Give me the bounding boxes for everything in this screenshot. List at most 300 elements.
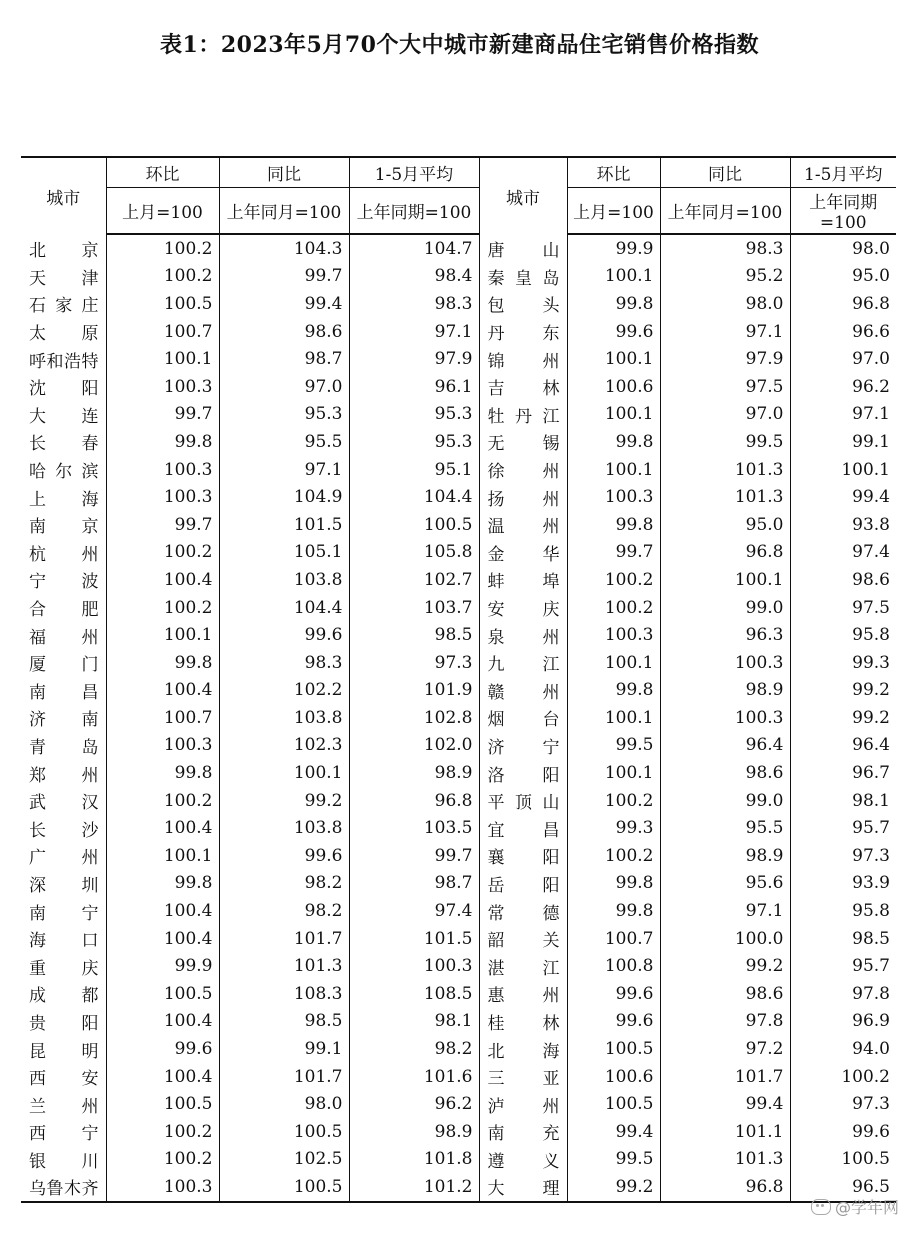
tb-cell-right: 100.3 bbox=[660, 704, 790, 732]
hb-cell-right: 99.3 bbox=[567, 814, 660, 842]
avg-cell-right: 100.5 bbox=[790, 1146, 896, 1174]
tb-cell: 101.7 bbox=[219, 925, 349, 953]
tb-cell: 101.3 bbox=[219, 952, 349, 980]
hb-cell-right: 100.7 bbox=[567, 925, 660, 953]
tb-cell-right: 101.3 bbox=[660, 456, 790, 484]
hb-cell-right: 100.2 bbox=[567, 787, 660, 815]
table-row bbox=[21, 621, 896, 649]
city-cell-right: 泸州 bbox=[479, 1090, 567, 1118]
hb-cell-right: 99.5 bbox=[567, 1146, 660, 1174]
tb-cell: 104.3 bbox=[219, 234, 349, 263]
tb-cell: 105.1 bbox=[219, 539, 349, 567]
table-row bbox=[21, 1090, 896, 1118]
avg-cell: 104.4 bbox=[349, 483, 479, 511]
tb-cell-right: 95.5 bbox=[660, 814, 790, 842]
table-row bbox=[21, 318, 896, 346]
hb-cell-right: 99.2 bbox=[567, 1173, 660, 1202]
table-row bbox=[21, 345, 896, 373]
avg-cell-right: 99.3 bbox=[790, 649, 896, 677]
hb-cell-right: 99.8 bbox=[567, 897, 660, 925]
avg-cell-right: 99.4 bbox=[790, 483, 896, 511]
watermark-text: @学年网 bbox=[834, 1198, 899, 1217]
hb-cell: 99.9 bbox=[106, 952, 219, 980]
avg-cell: 97.4 bbox=[349, 897, 479, 925]
city-cell-right: 扬州 bbox=[479, 483, 567, 511]
table-row bbox=[21, 1118, 896, 1146]
table-row bbox=[21, 566, 896, 594]
avg-cell: 96.8 bbox=[349, 787, 479, 815]
city-cell: 兰州 bbox=[29, 1096, 99, 1117]
avg-cell-right: 95.8 bbox=[790, 897, 896, 925]
hb-cell: 100.2 bbox=[106, 1146, 219, 1174]
tb-cell-right: 96.4 bbox=[660, 732, 790, 760]
table-row bbox=[21, 428, 896, 456]
city-cell: 呼和浩特 bbox=[29, 351, 99, 372]
tb-cell-right: 95.6 bbox=[660, 870, 790, 898]
header-hb-base: 上月=100 bbox=[106, 188, 219, 235]
header-city: 城市 bbox=[21, 157, 106, 234]
hb-cell-right: 100.8 bbox=[567, 952, 660, 980]
avg-cell: 100.5 bbox=[349, 511, 479, 539]
avg-cell-right: 95.8 bbox=[790, 621, 896, 649]
hb-cell: 100.4 bbox=[106, 1008, 219, 1036]
city-cell-right: 岳阳 bbox=[479, 870, 567, 898]
avg-cell: 101.8 bbox=[349, 1146, 479, 1174]
avg-cell: 96.2 bbox=[349, 1090, 479, 1118]
hb-cell-right: 100.6 bbox=[567, 373, 660, 401]
table-row bbox=[21, 759, 896, 787]
hb-cell-right: 99.6 bbox=[567, 1008, 660, 1036]
hb-cell-right: 99.7 bbox=[567, 539, 660, 567]
header-hb-right: 环比 bbox=[567, 157, 660, 188]
tb-cell-right: 97.1 bbox=[660, 318, 790, 346]
table-row bbox=[21, 539, 896, 567]
city-cell: 银川 bbox=[29, 1151, 99, 1172]
avg-cell-right: 96.7 bbox=[790, 759, 896, 787]
city-cell-right: 赣州 bbox=[479, 677, 567, 705]
avg-cell-right: 98.5 bbox=[790, 925, 896, 953]
city-cell-right: 丹东 bbox=[479, 318, 567, 346]
hb-cell: 100.4 bbox=[106, 925, 219, 953]
tb-cell-right: 97.0 bbox=[660, 401, 790, 429]
city-cell-right: 安庆 bbox=[479, 594, 567, 622]
city-cell: 南宁 bbox=[29, 903, 99, 924]
city-cell: 杭州 bbox=[29, 544, 99, 565]
city-cell-right: 大理 bbox=[479, 1173, 567, 1202]
city-cell-right: 惠州 bbox=[479, 980, 567, 1008]
hb-cell-right: 100.3 bbox=[567, 621, 660, 649]
city-cell: 太原 bbox=[29, 324, 99, 345]
tb-cell-right: 98.9 bbox=[660, 842, 790, 870]
hb-cell: 99.8 bbox=[106, 870, 219, 898]
hb-cell-right: 99.8 bbox=[567, 428, 660, 456]
avg-cell: 102.0 bbox=[349, 732, 479, 760]
avg-cell: 103.7 bbox=[349, 594, 479, 622]
hb-cell: 100.1 bbox=[106, 345, 219, 373]
header-tb-base: 上年同月=100 bbox=[219, 188, 349, 235]
header-avg-right: 1-5月平均 bbox=[790, 157, 896, 188]
city-cell: 南昌 bbox=[29, 682, 99, 703]
hb-cell-right: 100.1 bbox=[567, 704, 660, 732]
tb-cell-right: 97.1 bbox=[660, 897, 790, 925]
tb-cell-right: 100.1 bbox=[660, 566, 790, 594]
avg-cell-right: 97.3 bbox=[790, 842, 896, 870]
hb-cell: 100.2 bbox=[106, 594, 219, 622]
city-cell-right: 遵义 bbox=[479, 1146, 567, 1174]
table-row bbox=[21, 870, 896, 898]
tb-cell-right: 96.8 bbox=[660, 539, 790, 567]
hb-cell-right: 100.5 bbox=[567, 1090, 660, 1118]
header-avg-base: 上年同期=100 bbox=[349, 188, 479, 235]
city-cell-right: 无锡 bbox=[479, 428, 567, 456]
hb-cell: 100.5 bbox=[106, 290, 219, 318]
hb-cell-right: 99.9 bbox=[567, 234, 660, 263]
city-cell-right: 洛阳 bbox=[479, 759, 567, 787]
city-cell-right: 平顶山 bbox=[479, 787, 567, 815]
header-tb-right: 同比 bbox=[660, 157, 790, 188]
hb-cell-right: 99.5 bbox=[567, 732, 660, 760]
hb-cell: 100.4 bbox=[106, 677, 219, 705]
avg-cell-right: 99.2 bbox=[790, 677, 896, 705]
avg-cell-right: 97.8 bbox=[790, 980, 896, 1008]
header-row-top bbox=[21, 157, 896, 188]
city-cell-right: 秦皇岛 bbox=[479, 263, 567, 291]
tb-cell: 102.5 bbox=[219, 1146, 349, 1174]
tb-cell-right: 98.0 bbox=[660, 290, 790, 318]
table-row bbox=[21, 925, 896, 953]
table-row bbox=[21, 649, 896, 677]
avg-cell-right: 99.6 bbox=[790, 1118, 896, 1146]
hb-cell-right: 99.8 bbox=[567, 290, 660, 318]
table-row bbox=[21, 704, 896, 732]
city-cell-right: 锦州 bbox=[479, 345, 567, 373]
hb-cell-right: 100.1 bbox=[567, 759, 660, 787]
tb-cell: 98.3 bbox=[219, 649, 349, 677]
hb-cell-right: 99.6 bbox=[567, 318, 660, 346]
tb-cell: 98.2 bbox=[219, 897, 349, 925]
tb-cell: 97.1 bbox=[219, 456, 349, 484]
tb-cell-right: 98.9 bbox=[660, 677, 790, 705]
hb-cell: 99.8 bbox=[106, 428, 219, 456]
city-cell: 北京 bbox=[29, 240, 99, 261]
header-city-right: 城市 bbox=[479, 157, 567, 234]
tb-cell-right: 100.3 bbox=[660, 649, 790, 677]
hb-cell: 100.5 bbox=[106, 1090, 219, 1118]
table-row bbox=[21, 234, 896, 263]
avg-cell: 97.1 bbox=[349, 318, 479, 346]
tb-cell: 99.6 bbox=[219, 842, 349, 870]
table-row bbox=[21, 1173, 896, 1202]
tb-cell: 103.8 bbox=[219, 814, 349, 842]
table-row bbox=[21, 677, 896, 705]
table-row bbox=[21, 263, 896, 291]
hb-cell: 100.3 bbox=[106, 732, 219, 760]
tb-cell-right: 98.6 bbox=[660, 759, 790, 787]
tb-cell-right: 97.9 bbox=[660, 345, 790, 373]
table-row bbox=[21, 483, 896, 511]
tb-cell-right: 98.3 bbox=[660, 234, 790, 263]
table-row bbox=[21, 842, 896, 870]
table-row bbox=[21, 1146, 896, 1174]
hb-cell-right: 100.1 bbox=[567, 345, 660, 373]
table-title: 表1：2023年5月70个大中城市新建商品住宅销售价格指数 bbox=[160, 32, 759, 58]
hb-cell-right: 99.8 bbox=[567, 677, 660, 705]
avg-cell: 101.2 bbox=[349, 1173, 479, 1202]
tb-cell-right: 101.1 bbox=[660, 1118, 790, 1146]
table-row bbox=[21, 980, 896, 1008]
tb-cell-right: 99.5 bbox=[660, 428, 790, 456]
city-cell: 贵阳 bbox=[29, 1013, 99, 1034]
hb-cell-right: 100.3 bbox=[567, 483, 660, 511]
tb-cell-right: 95.2 bbox=[660, 263, 790, 291]
tb-cell-right: 101.3 bbox=[660, 1146, 790, 1174]
table-row bbox=[21, 787, 896, 815]
table-row bbox=[21, 1063, 896, 1091]
tb-cell: 103.8 bbox=[219, 566, 349, 594]
tb-cell-right: 96.8 bbox=[660, 1173, 790, 1202]
city-cell-right: 徐州 bbox=[479, 456, 567, 484]
hb-cell: 100.5 bbox=[106, 980, 219, 1008]
avg-cell-right: 95.0 bbox=[790, 263, 896, 291]
hb-cell: 100.7 bbox=[106, 318, 219, 346]
table-row bbox=[21, 897, 896, 925]
city-cell-right: 牡丹江 bbox=[479, 401, 567, 429]
table-row bbox=[21, 290, 896, 318]
header-avg-base-right: 上年同期=100 bbox=[790, 188, 896, 235]
city-cell: 宁波 bbox=[29, 572, 99, 593]
avg-cell-right: 98.1 bbox=[790, 787, 896, 815]
table-row bbox=[21, 456, 896, 484]
city-cell: 深圳 bbox=[29, 875, 99, 896]
avg-cell: 100.3 bbox=[349, 952, 479, 980]
tb-cell-right: 95.0 bbox=[660, 511, 790, 539]
tb-cell: 100.5 bbox=[219, 1118, 349, 1146]
city-cell: 天津 bbox=[29, 268, 99, 289]
table-row bbox=[21, 732, 896, 760]
tb-cell-right: 101.7 bbox=[660, 1063, 790, 1091]
header-avg: 1-5月平均 bbox=[349, 157, 479, 188]
avg-cell: 98.5 bbox=[349, 621, 479, 649]
avg-cell-right: 98.6 bbox=[790, 566, 896, 594]
header-row-base bbox=[21, 188, 896, 235]
table-row bbox=[21, 401, 896, 429]
city-cell: 长沙 bbox=[29, 820, 99, 841]
hb-cell: 100.1 bbox=[106, 621, 219, 649]
table-row bbox=[21, 594, 896, 622]
hb-cell: 100.2 bbox=[106, 234, 219, 263]
city-cell-right: 唐山 bbox=[479, 234, 567, 263]
city-cell: 厦门 bbox=[29, 655, 99, 676]
hb-cell-right: 100.1 bbox=[567, 649, 660, 677]
tb-cell-right: 100.0 bbox=[660, 925, 790, 953]
city-cell: 沈阳 bbox=[29, 379, 99, 400]
tb-cell-right: 97.8 bbox=[660, 1008, 790, 1036]
avg-cell: 102.8 bbox=[349, 704, 479, 732]
avg-cell-right: 94.0 bbox=[790, 1035, 896, 1063]
table-row bbox=[21, 814, 896, 842]
avg-cell-right: 100.2 bbox=[790, 1063, 896, 1091]
avg-cell: 104.7 bbox=[349, 234, 479, 263]
header-hb: 环比 bbox=[106, 157, 219, 188]
avg-cell: 108.5 bbox=[349, 980, 479, 1008]
table-row bbox=[21, 952, 896, 980]
hb-cell-right: 100.2 bbox=[567, 842, 660, 870]
avg-cell: 101.6 bbox=[349, 1063, 479, 1091]
city-cell: 大连 bbox=[29, 406, 99, 427]
avg-cell-right: 96.4 bbox=[790, 732, 896, 760]
avg-cell-right: 93.8 bbox=[790, 511, 896, 539]
city-cell-right: 北海 bbox=[479, 1035, 567, 1063]
city-cell-right: 泉州 bbox=[479, 621, 567, 649]
avg-cell-right: 99.2 bbox=[790, 704, 896, 732]
avg-cell-right: 97.5 bbox=[790, 594, 896, 622]
city-cell: 成都 bbox=[29, 986, 99, 1007]
tb-cell: 99.6 bbox=[219, 621, 349, 649]
avg-cell-right: 97.4 bbox=[790, 539, 896, 567]
tb-cell: 95.3 bbox=[219, 401, 349, 429]
hb-cell: 100.4 bbox=[106, 814, 219, 842]
city-cell: 西宁 bbox=[29, 1124, 99, 1145]
hb-cell: 100.4 bbox=[106, 566, 219, 594]
hb-cell: 100.2 bbox=[106, 787, 219, 815]
city-cell-right: 温州 bbox=[479, 511, 567, 539]
tb-cell: 98.2 bbox=[219, 870, 349, 898]
city-cell-right: 常德 bbox=[479, 897, 567, 925]
city-cell-right: 烟台 bbox=[479, 704, 567, 732]
hb-cell: 100.2 bbox=[106, 263, 219, 291]
header-hb-base-right: 上月=100 bbox=[567, 188, 660, 235]
tb-cell-right: 99.0 bbox=[660, 787, 790, 815]
tb-cell: 98.7 bbox=[219, 345, 349, 373]
city-cell: 西安 bbox=[29, 1069, 99, 1090]
wechat-icon bbox=[811, 1199, 831, 1215]
hb-cell: 100.3 bbox=[106, 373, 219, 401]
avg-cell: 98.4 bbox=[349, 263, 479, 291]
tb-cell: 102.2 bbox=[219, 677, 349, 705]
avg-cell-right: 97.3 bbox=[790, 1090, 896, 1118]
hb-cell-right: 100.1 bbox=[567, 456, 660, 484]
avg-cell-right: 96.9 bbox=[790, 1008, 896, 1036]
avg-cell: 98.9 bbox=[349, 1118, 479, 1146]
header-tb-base-right: 上年同月=100 bbox=[660, 188, 790, 235]
hb-cell: 100.3 bbox=[106, 1173, 219, 1202]
table-row bbox=[21, 511, 896, 539]
tb-cell: 101.7 bbox=[219, 1063, 349, 1091]
hb-cell: 100.4 bbox=[106, 897, 219, 925]
table-row bbox=[21, 373, 896, 401]
tb-cell: 99.7 bbox=[219, 263, 349, 291]
city-cell-right: 金华 bbox=[479, 539, 567, 567]
tb-cell: 101.5 bbox=[219, 511, 349, 539]
hb-cell: 99.8 bbox=[106, 759, 219, 787]
hb-cell: 100.1 bbox=[106, 842, 219, 870]
tb-cell: 99.4 bbox=[219, 290, 349, 318]
hb-cell-right: 99.8 bbox=[567, 511, 660, 539]
avg-cell-right: 96.6 bbox=[790, 318, 896, 346]
city-cell: 长春 bbox=[29, 434, 99, 455]
hb-cell: 99.8 bbox=[106, 649, 219, 677]
avg-cell: 102.7 bbox=[349, 566, 479, 594]
tb-cell: 104.4 bbox=[219, 594, 349, 622]
avg-cell: 97.9 bbox=[349, 345, 479, 373]
avg-cell: 98.2 bbox=[349, 1035, 479, 1063]
avg-cell-right: 93.9 bbox=[790, 870, 896, 898]
avg-cell-right: 97.1 bbox=[790, 401, 896, 429]
city-cell-right: 襄阳 bbox=[479, 842, 567, 870]
tb-cell: 98.6 bbox=[219, 318, 349, 346]
hb-cell: 99.7 bbox=[106, 511, 219, 539]
city-cell: 福州 bbox=[29, 627, 99, 648]
tb-cell: 100.1 bbox=[219, 759, 349, 787]
city-cell-right: 桂林 bbox=[479, 1008, 567, 1036]
hb-cell: 100.4 bbox=[106, 1063, 219, 1091]
city-cell-right: 九江 bbox=[479, 649, 567, 677]
tb-cell-right: 99.0 bbox=[660, 594, 790, 622]
city-cell-right: 包头 bbox=[479, 290, 567, 318]
city-cell: 海口 bbox=[29, 931, 99, 952]
tb-cell: 104.9 bbox=[219, 483, 349, 511]
avg-cell: 101.5 bbox=[349, 925, 479, 953]
tb-cell: 103.8 bbox=[219, 704, 349, 732]
header-tb: 同比 bbox=[219, 157, 349, 188]
hb-cell-right: 99.4 bbox=[567, 1118, 660, 1146]
avg-cell: 103.5 bbox=[349, 814, 479, 842]
city-cell: 青岛 bbox=[29, 737, 99, 758]
avg-cell-right: 98.0 bbox=[790, 234, 896, 263]
hb-cell-right: 100.1 bbox=[567, 263, 660, 291]
hb-cell-right: 100.6 bbox=[567, 1063, 660, 1091]
city-cell: 昆明 bbox=[29, 1041, 99, 1062]
avg-cell-right: 96.2 bbox=[790, 373, 896, 401]
city-cell: 济南 bbox=[29, 710, 99, 731]
hb-cell-right: 100.2 bbox=[567, 594, 660, 622]
watermark bbox=[811, 1195, 899, 1218]
city-cell: 哈尔滨 bbox=[29, 462, 99, 483]
tb-cell-right: 97.2 bbox=[660, 1035, 790, 1063]
city-cell-right: 宜昌 bbox=[479, 814, 567, 842]
tb-cell: 99.2 bbox=[219, 787, 349, 815]
tb-cell-right: 97.5 bbox=[660, 373, 790, 401]
hb-cell: 100.3 bbox=[106, 483, 219, 511]
avg-cell: 96.1 bbox=[349, 373, 479, 401]
avg-cell: 98.3 bbox=[349, 290, 479, 318]
city-cell: 乌鲁木齐 bbox=[21, 1173, 106, 1202]
avg-cell: 95.1 bbox=[349, 456, 479, 484]
city-cell: 上海 bbox=[29, 489, 99, 510]
city-cell: 武汉 bbox=[29, 793, 99, 814]
city-cell-right: 济宁 bbox=[479, 732, 567, 760]
hb-cell-right: 100.2 bbox=[567, 566, 660, 594]
hb-cell: 100.2 bbox=[106, 1118, 219, 1146]
city-cell-right: 吉林 bbox=[479, 373, 567, 401]
avg-cell: 98.7 bbox=[349, 870, 479, 898]
city-cell-right: 韶关 bbox=[479, 925, 567, 953]
tb-cell: 102.3 bbox=[219, 732, 349, 760]
table-row bbox=[21, 1008, 896, 1036]
avg-cell-right: 100.1 bbox=[790, 456, 896, 484]
tb-cell-right: 99.2 bbox=[660, 952, 790, 980]
hb-cell: 99.7 bbox=[106, 401, 219, 429]
avg-cell-right: 95.7 bbox=[790, 952, 896, 980]
tb-cell-right: 99.4 bbox=[660, 1090, 790, 1118]
avg-cell-right: 97.0 bbox=[790, 345, 896, 373]
hb-cell: 99.6 bbox=[106, 1035, 219, 1063]
avg-cell-right: 96.5 bbox=[790, 1173, 896, 1202]
tb-cell: 95.5 bbox=[219, 428, 349, 456]
city-cell-right: 湛江 bbox=[479, 952, 567, 980]
city-cell: 石家庄 bbox=[29, 296, 99, 317]
avg-cell: 97.3 bbox=[349, 649, 479, 677]
